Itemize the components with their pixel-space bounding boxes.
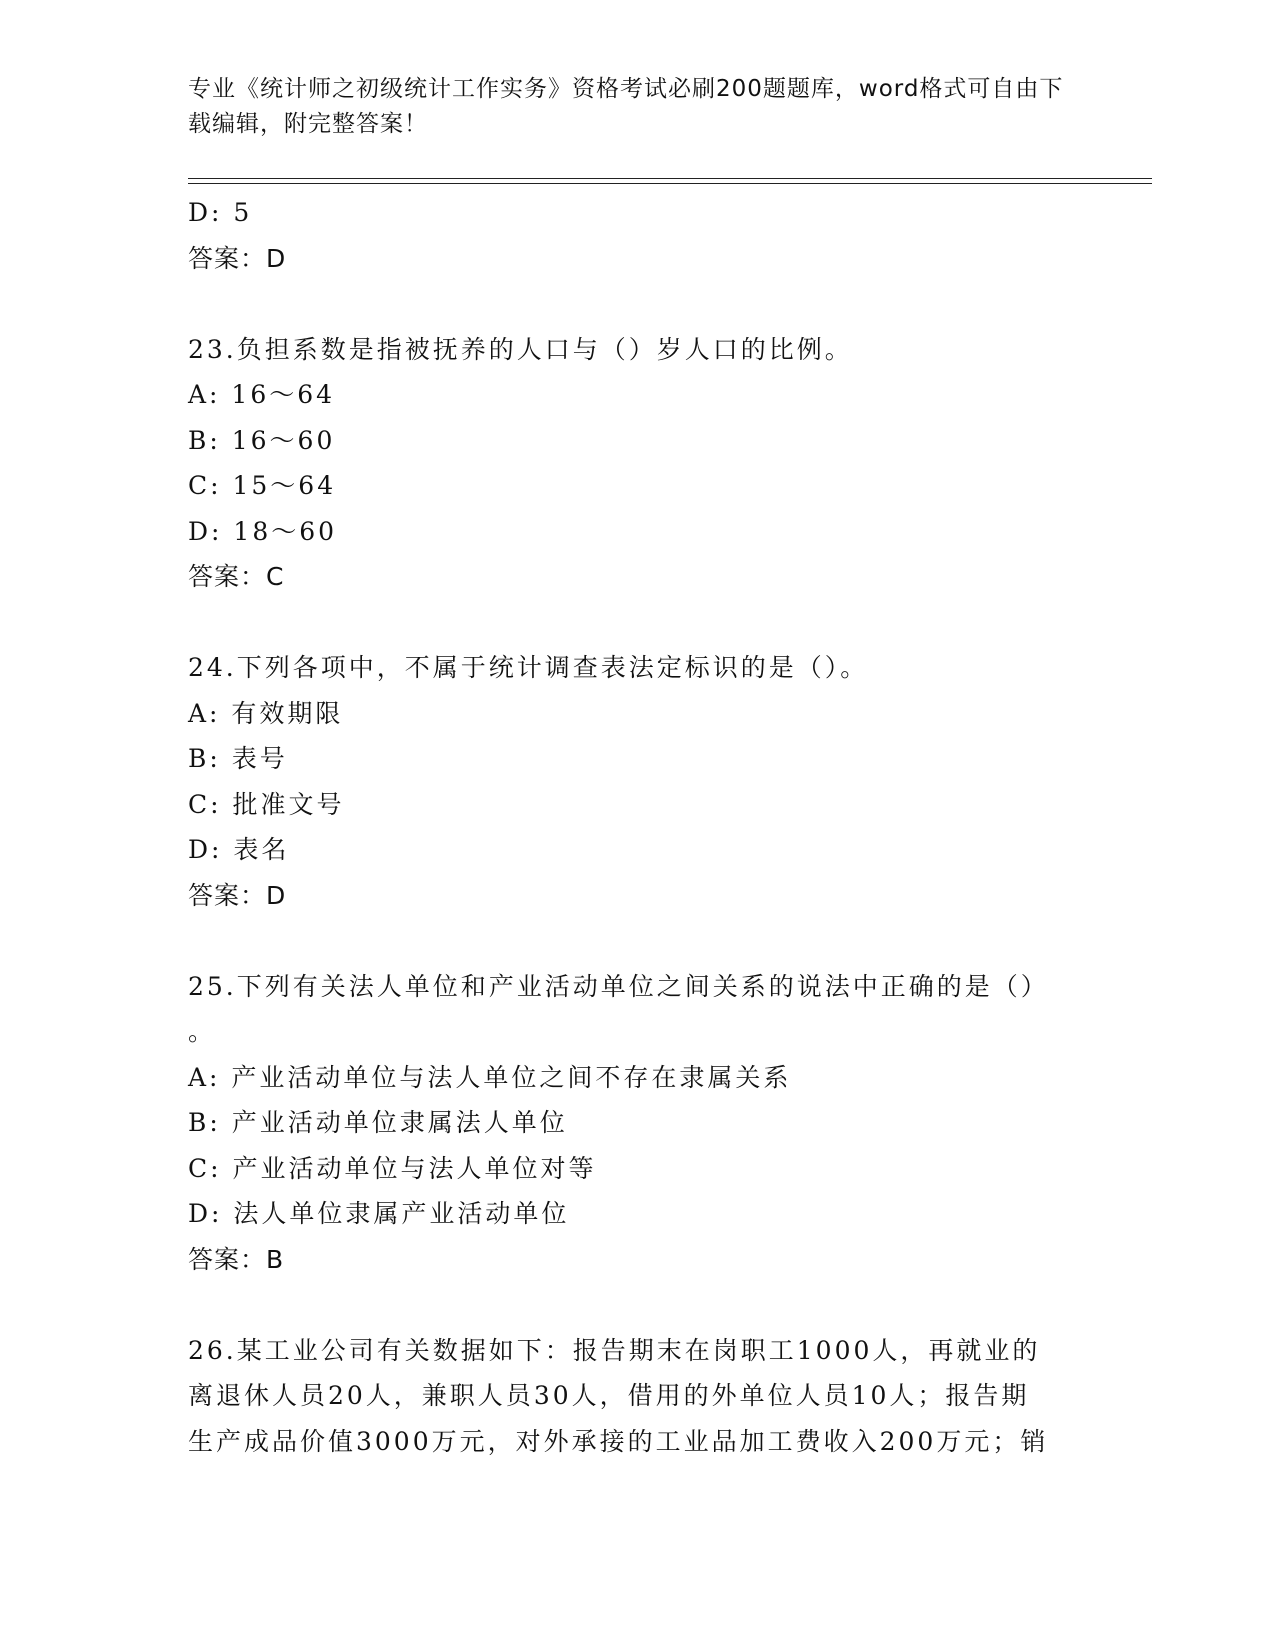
header-rule-bottom bbox=[188, 183, 1152, 184]
question-stem: 25.下列有关法人单位和产业活动单位之间关系的说法中正确的是（） bbox=[188, 971, 1049, 1001]
option-d: D: 法人单位隶属产业活动单位 bbox=[188, 1199, 570, 1228]
header-rule-top bbox=[188, 178, 1152, 179]
answer-line: 答案：D bbox=[188, 243, 287, 273]
question-stem-line: 26.某工业公司有关数据如下：报告期末在岗职工1000人，再就业的 bbox=[188, 1335, 1041, 1365]
document-body bbox=[188, 190, 1088, 1464]
option-a: A: 产业活动单位与法人单位之间不存在隶属关系 bbox=[188, 1062, 792, 1092]
option-a: A: 16～64 bbox=[188, 380, 336, 409]
option-b: B: 16～60 bbox=[188, 425, 336, 455]
question-24 bbox=[188, 645, 1088, 918]
option-d: D: 18～60 bbox=[188, 516, 338, 546]
option-c: C: 15～64 bbox=[188, 471, 337, 500]
question-25 bbox=[188, 964, 1088, 1283]
option-d: D: 表名 bbox=[188, 835, 290, 864]
option-d: D: 5 bbox=[188, 198, 253, 227]
question-23 bbox=[188, 327, 1088, 600]
question-stem-continuation: 。 bbox=[188, 1017, 217, 1046]
option-b: B: 产业活动单位隶属法人单位 bbox=[188, 1108, 568, 1137]
page-header: 专业《统计师之初级统计工作实务》资格考试必刷200题题库，word格式可自由下载编辑，附完整答案！ bbox=[188, 76, 1064, 137]
answer-line: 答案：B bbox=[188, 1244, 285, 1274]
option-c: C: 批准文号 bbox=[188, 789, 345, 819]
option-a: A: 有效期限 bbox=[188, 698, 344, 728]
option-c: C: 产业活动单位与法人单位对等 bbox=[188, 1153, 597, 1183]
question-stem-line: 离退休人员20人，兼职人员30人，借用的外单位人员10人；报告期 bbox=[188, 1381, 1030, 1410]
question-stem: 24.下列各项中，不属于统计调查表法定标识的是（）。 bbox=[188, 653, 869, 682]
question-stem-line: 生产成品价值3000万元，对外承接的工业品加工费收入200万元；销 bbox=[188, 1426, 1049, 1456]
question-26 bbox=[188, 1328, 1088, 1465]
answer-line: 答案：C bbox=[188, 562, 285, 591]
option-b: B: 表号 bbox=[188, 744, 288, 773]
answer-line: 答案：D bbox=[188, 880, 287, 910]
question-stem: 23.负担系数是指被抚养的人口与（）岁人口的比例。 bbox=[188, 334, 853, 364]
question-22-tail bbox=[188, 190, 1088, 281]
